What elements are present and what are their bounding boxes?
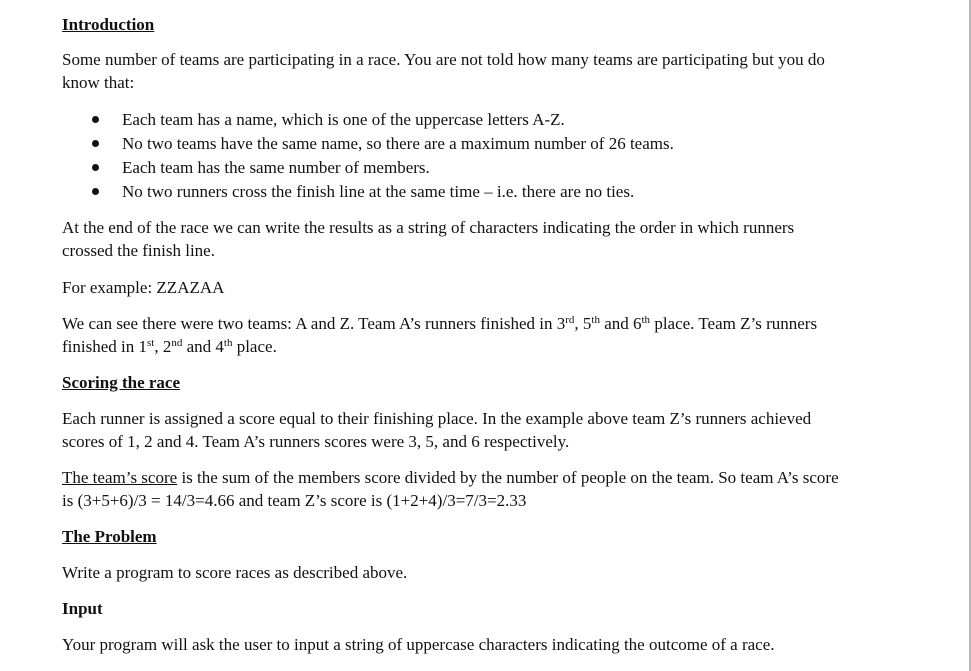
team-score-paragraph: The team’s score is the sum of the members score divided by the number of people on the team. So team A’s score is (3+5+6)/3 = 14/3=4.66 and team Z’s score is (1+2+4)/3=7/3=2.33	[62, 468, 839, 510]
problem-paragraph: Write a program to score races as described above.	[62, 563, 408, 582]
list-item-text: Each team has the same number of members.	[122, 158, 430, 177]
bullet-icon	[92, 140, 99, 147]
heading-problem: The Problem	[62, 527, 157, 546]
list-item-text: No two teams have the same name, so there are a maximum number of 26 teams.	[122, 134, 674, 153]
bullet-icon	[92, 188, 99, 195]
bullet-icon	[92, 116, 99, 123]
heading-introduction: Introduction	[62, 15, 155, 34]
rules-list	[62, 108, 674, 204]
list-item	[62, 108, 674, 132]
list-item	[62, 156, 674, 180]
scoring-paragraph: Each runner is assigned a score equal to their finishing place. In the example above team Z’s runners achieved scores of 1, 2 and 4. Team A’s runners scores were 3, 5, and 6 respectively.	[62, 409, 812, 451]
list-item-text: Each team has a name, which is one of the uppercase letters A-Z.	[122, 110, 565, 129]
team-score-term: The team’s score	[62, 468, 178, 487]
bullet-icon	[92, 164, 99, 171]
results-paragraph: At the end of the race we can write the results as a string of characters indicating the order in which runners crossed the finish line.	[62, 218, 795, 260]
list-item	[62, 132, 674, 156]
intro-paragraph: Some number of teams are participating in a race. You are not told how many teams are participating but you do know that:	[62, 50, 825, 92]
heading-input: Input	[62, 599, 103, 618]
list-item	[62, 180, 674, 204]
heading-scoring: Scoring the race	[62, 373, 181, 392]
example-explanation: We can see there were two teams: A and Z. Team A’s runners finished in 3rd, 5th and 6th place. Team Z’s runners finished in 1st, 2nd and 4th place.	[62, 314, 818, 356]
input-paragraph: Your program will ask the user to input a string of uppercase characters indicating the outcome of a race.	[62, 635, 775, 654]
example-line: For example: ZZAZAA	[62, 278, 225, 297]
list-item-text: No two runners cross the finish line at the same time – i.e. there are no ties.	[122, 182, 635, 201]
